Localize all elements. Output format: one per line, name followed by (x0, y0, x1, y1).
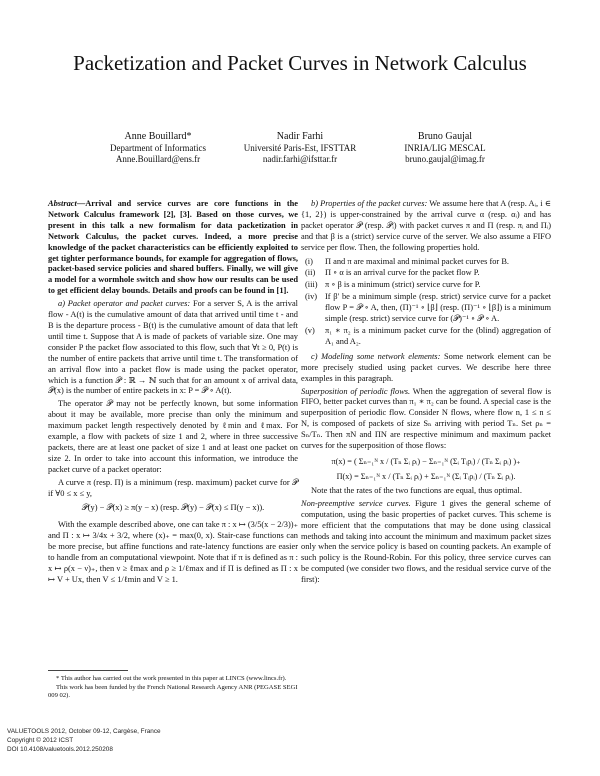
footnote-rule (48, 670, 128, 671)
paragraph: A curve π (resp. Π) is a minimum (resp. maximum) packet curve for 𝒫 if ∀0 ≤ x ≤ y, (48, 477, 298, 498)
equation-packet-curve: 𝒫(y) − 𝒫(x) ≥ π(y − x) (resp. 𝒫(y) − 𝒫(x) ≤ Π(y − x)). (81, 503, 265, 513)
author-block-3 (380, 131, 510, 165)
paragraph: Note that the rates of the two functions are equal, thus optimal. (311, 485, 522, 495)
subsection-superposition: Superposition of periodic flows. (301, 386, 411, 396)
section-heading-a: a) Packet operator and packet curves: (58, 299, 191, 309)
list-text: If β′ be a minimum simple (resp. strict) service curve for a packet flow P = 𝒫 ∘ A, then, (Π)⁻¹ ∘ ⌊β⌋ (resp. (Π)⁻¹ ∘ ⌊β⌋) is a minimum simple (resp. strict) service curve for (𝒫)⁻¹ ∘ 𝒫 ∘ A. (325, 292, 551, 324)
list-number: (iii) (305, 280, 318, 290)
paragraph (48, 299, 298, 397)
paragraph (301, 387, 551, 452)
author-affiliation: Université Paris-Est, IFSTTAR (243, 143, 357, 153)
list-text: Π and π are maximal and minimal packet curves for B. (325, 256, 509, 266)
subsection-non-preemptive: Non-preemptive service curves. (301, 498, 411, 508)
author-block-2 (230, 131, 370, 165)
footnotes (48, 670, 298, 701)
doi-line: DOI 10.4108/valuetools.2012.250208 (7, 746, 113, 753)
paragraph: With the example described above, one can take π : x ↦ (3/5(x − 2/3))₊ and Π : x ↦ 3/4x + 3/2, where (x)₊ = max(0, x). Stair-case functions can be more precise, but affine functions and rate-latency functions are easier to handle from an computational viewpoint. Note that if π is defined as π : x ↦ ρ(x − ν)₊, then ν ≥ ℓmax and ρ ≥ 1/ℓmax and if Π is defined as Π : x ↦ V + Ux, then V ≤ 1/ℓmin and V ≥ 1. (48, 520, 298, 584)
conference-line: VALUETOOLS 2012, October 09-12, Cargèse, France (7, 728, 161, 735)
properties-list (301, 257, 551, 348)
paper-title: Packetization and Packet Curves in Network Calculus (73, 51, 527, 75)
paragraph-text: We assume here that A (resp. Aᵢ, i ∈ {1, 2}) is upper-constrained by the arrival curve α (resp. αᵢ) and has packet operator 𝒫 (resp. 𝒫ᵢ) with packet curves π and Π (resp. πᵢ and Πᵢ) and that β is a (strict) service curve of the server. We also assume a FIFO service per flow. Then, the following properties hold. (301, 199, 551, 252)
list-text: π ∘ β is a minimum (strict) service curve for P. (325, 280, 481, 290)
section-heading-c: c) Modeling some network elements: (311, 351, 441, 361)
author-affiliation: Department of Informatics (110, 143, 206, 153)
list-number: (v) (305, 325, 315, 335)
list-number: (iv) (305, 292, 318, 302)
paragraph (301, 352, 551, 385)
list-text: π₁ ∗ π₂ is a minimum packet curve for the (blind) aggregation of A₁ and A₂. (325, 325, 551, 346)
list-item (301, 257, 551, 268)
list-text: Π ∘ α is an arrival curve for the packet flow P. (325, 268, 480, 278)
author-affiliation: INRIA/LIG MESCAL (404, 143, 486, 153)
paragraph-text: When the aggregation of several flow is FIFO, better packet curves than π₁ ∗ π₂ can be found. A special case is the superposition of periodic flow. Consider N flows, where flow n, 1 ≤ n ≤ N, is composed of packets of size Sₙ arriving with period Tₙ. Set ρₙ = Sₙ/Tₙ. Then πN and ΠN are respective minimum and maximum packet curves for the superposition of those flows: (301, 386, 551, 451)
paragraph-text: Some network element can be more precisely studied using packet curves. We describe here three examples in this paragraph. (301, 351, 551, 383)
paragraph-text: Figure 1 gives the general scheme of computation, using the basic properties of packet curves. This scheme is more efficient that the computations that may be done using classical methods and taking into account the minimum and maximum packet sizes only when the service policy is based on counting packets. An example of such policy is the Round-Robin. For this policy, three service curves can be computed (we consider two flows, and the residual service curve of the first): (301, 498, 552, 585)
abstract (48, 199, 298, 297)
author-email[interactable]: Anne.Bouillard@ens.fr (115, 154, 201, 164)
author-block-1 (88, 131, 228, 165)
left-column (48, 199, 298, 588)
paragraph: The operator 𝒫 may not be perfectly known, but some information about it may be available, more precise than only the minimum and maximum packet length respectively denoted by ℓmin and ℓmax. For example, a flow with packets of size 1 and 2, where in three successive packets, there are at least one packet of size 1 and at least one packet on size 2. In order to take into account this information, we introduce the packet curve of a packet operator: (48, 399, 298, 474)
footnote: This work has been funded by the French National Research Agency ANR (PEGASE SEGI 009 02). (48, 684, 298, 699)
paragraph-text: For a server S, A is the arrival flow - A(t) is the cumulative amount of data that arrived until time t - and B is the departure process - B(t) is the cumulative amount of data that left until time t. Suppose that A is made of packets of variable size. One may consider P the packet flow associated to this flow, such that ∀t ≥ 0, P(t) is the number of entire packets that arrive until time t. The transformation of an arrival flow into a packet flow is made using the packet operator, which is a function 𝒫 : ℝ → ℕ such that for an amount x of arrival data, 𝒫(x) is the number of entire packets in x: P = 𝒫 ∘ A(t). (48, 299, 298, 396)
author-name: Anne Bouillard* (124, 131, 192, 142)
section-heading-b: b) Properties of the packet curves: (311, 199, 428, 208)
equation-max-packet-curve: Π(x) = Σₙ₌₁ᴺ x / (Tₙ Σᵢ ρᵢ) + Σₙ₌₁ᴺ (Σᵢ Tᵢρᵢ) / (Tₙ Σᵢ ρᵢ). (336, 471, 516, 481)
list-number: (i) (305, 256, 313, 266)
abstract-lead: Abstract (48, 199, 77, 208)
equation-min-packet-curve: π(x) = ( Σₙ₌₁ᴺ x / (Tₙ Σᵢ ρᵢ) − Σₙ₌₁ᴺ (Σᵢ Tᵢρᵢ) / (Tₙ Σᵢ ρᵢ) )₊ (331, 456, 521, 466)
right-column (301, 199, 551, 588)
author-email[interactable]: nadir.farhi@ifsttar.fr (262, 154, 338, 164)
list-item (301, 292, 551, 325)
list-item (301, 280, 551, 291)
copyright-line: Copyright © 2012 ICST (7, 737, 74, 744)
author-name: Bruno Gaujal (417, 131, 473, 142)
footnote: * This author has carried out the work presented in this paper at LINCS (www.lincs.fr). (56, 675, 287, 682)
author-name: Nadir Farhi (276, 131, 324, 142)
list-item (301, 268, 551, 279)
abstract-text: —Arrival and service curves are core functions in the Network Calculus framework [2], [3]. Based on those curves, we present in this talk a new formalism for data packetization in Network Calculus, the packet curves. Indeed, a more precise knowledge of the packet characteristics can be efficiently exploited to get tighter performance bounds, for example for aggregation of flows, packet-based service policies and shared buffers. Finally, we will give a model for a wormhole switch and show how our results can be used to get efficient delay bounds. Details and proofs can be found in [1]. (48, 199, 298, 296)
paragraph (301, 199, 551, 254)
list-number: (ii) (305, 268, 316, 278)
author-email[interactable]: bruno.gaujal@imag.fr (405, 154, 485, 164)
paragraph (301, 499, 551, 586)
list-item (301, 326, 551, 348)
conference-info (7, 727, 161, 754)
